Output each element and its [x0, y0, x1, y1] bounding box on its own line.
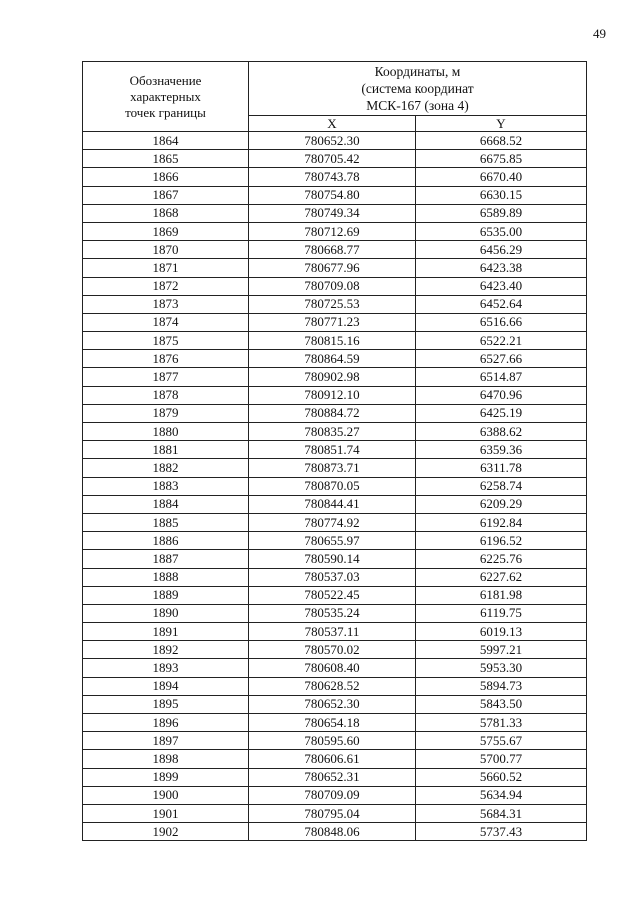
table-row [83, 732, 587, 750]
x-coordinate-cell: 780535.24 [249, 604, 416, 622]
y-coordinate-cell: 5737.43 [416, 823, 587, 841]
y-coordinate-cell: 6516.66 [416, 313, 587, 331]
point-id-cell: 1899 [83, 768, 249, 786]
point-id-cell: 1884 [83, 495, 249, 513]
table-row [83, 550, 587, 568]
y-coordinate-cell: 5684.31 [416, 804, 587, 822]
coords-header-line-1: Координаты, м [374, 64, 461, 79]
y-coordinate-cell: 6311.78 [416, 459, 587, 477]
table-row [83, 714, 587, 732]
y-coordinate-cell: 6019.13 [416, 623, 587, 641]
point-id-cell: 1881 [83, 441, 249, 459]
y-coordinate-cell: 6209.29 [416, 495, 587, 513]
x-coordinate-cell: 780774.92 [249, 513, 416, 531]
y-coordinate-cell: 6258.74 [416, 477, 587, 495]
x-coordinate-cell: 780628.52 [249, 677, 416, 695]
table-row [83, 368, 587, 386]
x-coordinate-cell: 780537.11 [249, 623, 416, 641]
table-row [83, 423, 587, 441]
point-id-cell: 1867 [83, 186, 249, 204]
point-id-cell: 1880 [83, 423, 249, 441]
table-row [83, 295, 587, 313]
point-id-cell: 1864 [83, 132, 249, 150]
x-coordinate-cell: 780652.30 [249, 695, 416, 713]
y-coordinate-cell: 6196.52 [416, 532, 587, 550]
x-coordinate-cell: 780654.18 [249, 714, 416, 732]
point-id-cell: 1889 [83, 586, 249, 604]
x-coordinate-cell: 780870.05 [249, 477, 416, 495]
point-id-cell: 1885 [83, 513, 249, 531]
y-coordinate-cell: 6527.66 [416, 350, 587, 368]
table-row [83, 768, 587, 786]
x-coordinate-cell: 780848.06 [249, 823, 416, 841]
point-id-cell: 1871 [83, 259, 249, 277]
point-id-cell: 1890 [83, 604, 249, 622]
table-row [83, 132, 587, 150]
x-coordinate-cell: 780709.09 [249, 786, 416, 804]
y-coordinate-cell: 5953.30 [416, 659, 587, 677]
point-id-cell: 1896 [83, 714, 249, 732]
point-id-cell: 1888 [83, 568, 249, 586]
table-row [83, 641, 587, 659]
point-id-cell: 1869 [83, 222, 249, 240]
y-coordinate-cell: 6359.36 [416, 441, 587, 459]
coords-header-line-3: МСК-167 (зона 4) [366, 98, 469, 113]
y-coordinate-cell: 6425.19 [416, 404, 587, 422]
y-coordinate-cell: 5755.67 [416, 732, 587, 750]
y-coordinate-cell: 6423.40 [416, 277, 587, 295]
point-id-cell: 1891 [83, 623, 249, 641]
point-id-cell: 1882 [83, 459, 249, 477]
table-row [83, 277, 587, 295]
y-coordinate-cell: 6675.85 [416, 150, 587, 168]
y-coordinate-cell: 6514.87 [416, 368, 587, 386]
x-coordinate-cell: 780606.61 [249, 750, 416, 768]
x-coordinate-cell: 780902.98 [249, 368, 416, 386]
y-coordinate-cell: 6470.96 [416, 386, 587, 404]
point-id-cell: 1900 [83, 786, 249, 804]
x-coordinate-cell: 780912.10 [249, 386, 416, 404]
y-coordinate-cell: 6181.98 [416, 586, 587, 604]
point-id-cell: 1878 [83, 386, 249, 404]
x-coordinate-cell: 780743.78 [249, 168, 416, 186]
table-row [83, 350, 587, 368]
table-row [83, 786, 587, 804]
table-row [83, 804, 587, 822]
y-coordinate-cell: 5700.77 [416, 750, 587, 768]
page-number: 49 [593, 26, 606, 41]
point-id-cell: 1868 [83, 204, 249, 222]
table-row [83, 659, 587, 677]
x-coordinate-cell: 780608.40 [249, 659, 416, 677]
point-id-cell: 1901 [83, 804, 249, 822]
y-coordinate-cell: 6227.62 [416, 568, 587, 586]
coords-header-line-2: (система координат [361, 81, 474, 96]
point-id-cell: 1874 [83, 313, 249, 331]
table-row [83, 332, 587, 350]
point-id-cell: 1894 [83, 677, 249, 695]
point-designation-header [83, 62, 249, 132]
y-coordinate-cell: 6192.84 [416, 513, 587, 531]
table-row [83, 513, 587, 531]
x-coordinate-cell: 780537.03 [249, 568, 416, 586]
table-row [83, 222, 587, 240]
table-row [83, 186, 587, 204]
table-row [83, 404, 587, 422]
y-coordinate-cell: 6452.64 [416, 295, 587, 313]
point-id-cell: 1876 [83, 350, 249, 368]
x-coordinate-cell: 780522.45 [249, 586, 416, 604]
table-header [83, 62, 587, 132]
table-row [83, 204, 587, 222]
table-row [83, 168, 587, 186]
y-coordinate-cell: 6670.40 [416, 168, 587, 186]
point-id-cell: 1883 [83, 477, 249, 495]
x-coordinate-cell: 780844.41 [249, 495, 416, 513]
point-header-line-3: точек границы [125, 104, 206, 120]
point-id-cell: 1866 [83, 168, 249, 186]
x-coordinate-cell: 780655.97 [249, 532, 416, 550]
y-coordinate-cell: 6630.15 [416, 186, 587, 204]
table-row [83, 241, 587, 259]
y-coordinate-cell: 5781.33 [416, 714, 587, 732]
y-coordinate-cell: 6522.21 [416, 332, 587, 350]
table-row [83, 313, 587, 331]
table-row [83, 604, 587, 622]
x-coordinate-cell: 780835.27 [249, 423, 416, 441]
point-id-cell: 1877 [83, 368, 249, 386]
table-row [83, 823, 587, 841]
point-id-cell: 1897 [83, 732, 249, 750]
x-coordinate-cell: 780595.60 [249, 732, 416, 750]
y-coordinate-cell: 6423.38 [416, 259, 587, 277]
y-coordinate-cell: 6225.76 [416, 550, 587, 568]
y-column-header: Y [416, 116, 587, 132]
table-row [83, 750, 587, 768]
point-id-cell: 1887 [83, 550, 249, 568]
point-id-cell: 1895 [83, 695, 249, 713]
point-id-cell: 1872 [83, 277, 249, 295]
point-id-cell: 1875 [83, 332, 249, 350]
point-header-line-1: Обозначение [129, 72, 202, 88]
table-row [83, 495, 587, 513]
x-coordinate-cell: 780873.71 [249, 459, 416, 477]
table-row [83, 441, 587, 459]
point-id-cell: 1886 [83, 532, 249, 550]
table-row [83, 568, 587, 586]
x-coordinate-cell: 780705.42 [249, 150, 416, 168]
y-coordinate-cell: 5660.52 [416, 768, 587, 786]
y-coordinate-cell: 5843.50 [416, 695, 587, 713]
point-id-cell: 1873 [83, 295, 249, 313]
table-row [83, 586, 587, 604]
x-coordinate-cell: 780652.31 [249, 768, 416, 786]
y-coordinate-cell: 6456.29 [416, 241, 587, 259]
y-coordinate-cell: 5997.21 [416, 641, 587, 659]
table-row [83, 695, 587, 713]
x-coordinate-cell: 780677.96 [249, 259, 416, 277]
point-header-line-2: характерных [130, 88, 201, 104]
x-column-header: X [249, 116, 416, 132]
table-row [83, 477, 587, 495]
coordinates-header [249, 62, 587, 116]
x-coordinate-cell: 780709.08 [249, 277, 416, 295]
x-coordinate-cell: 780884.72 [249, 404, 416, 422]
table-row [83, 150, 587, 168]
point-id-cell: 1902 [83, 823, 249, 841]
x-coordinate-cell: 780712.69 [249, 222, 416, 240]
table-row [83, 259, 587, 277]
point-id-cell: 1898 [83, 750, 249, 768]
x-coordinate-cell: 780590.14 [249, 550, 416, 568]
x-coordinate-cell: 780864.59 [249, 350, 416, 368]
point-id-cell: 1870 [83, 241, 249, 259]
y-coordinate-cell: 6589.89 [416, 204, 587, 222]
y-coordinate-cell: 6388.62 [416, 423, 587, 441]
x-coordinate-cell: 780570.02 [249, 641, 416, 659]
x-coordinate-cell: 780754.80 [249, 186, 416, 204]
coordinates-table [82, 61, 587, 841]
point-id-cell: 1865 [83, 150, 249, 168]
point-id-cell: 1879 [83, 404, 249, 422]
x-coordinate-cell: 780652.30 [249, 132, 416, 150]
x-coordinate-cell: 780815.16 [249, 332, 416, 350]
table-row [83, 623, 587, 641]
x-coordinate-cell: 780795.04 [249, 804, 416, 822]
table-row [83, 459, 587, 477]
y-coordinate-cell: 5894.73 [416, 677, 587, 695]
table-row [83, 677, 587, 695]
table-row [83, 532, 587, 550]
x-coordinate-cell: 780668.77 [249, 241, 416, 259]
y-coordinate-cell: 6535.00 [416, 222, 587, 240]
x-coordinate-cell: 780725.53 [249, 295, 416, 313]
x-coordinate-cell: 780771.23 [249, 313, 416, 331]
x-coordinate-cell: 780851.74 [249, 441, 416, 459]
table-row [83, 386, 587, 404]
y-coordinate-cell: 6668.52 [416, 132, 587, 150]
point-id-cell: 1893 [83, 659, 249, 677]
point-id-cell: 1892 [83, 641, 249, 659]
y-coordinate-cell: 5634.94 [416, 786, 587, 804]
y-coordinate-cell: 6119.75 [416, 604, 587, 622]
x-coordinate-cell: 780749.34 [249, 204, 416, 222]
table-body [83, 132, 587, 841]
